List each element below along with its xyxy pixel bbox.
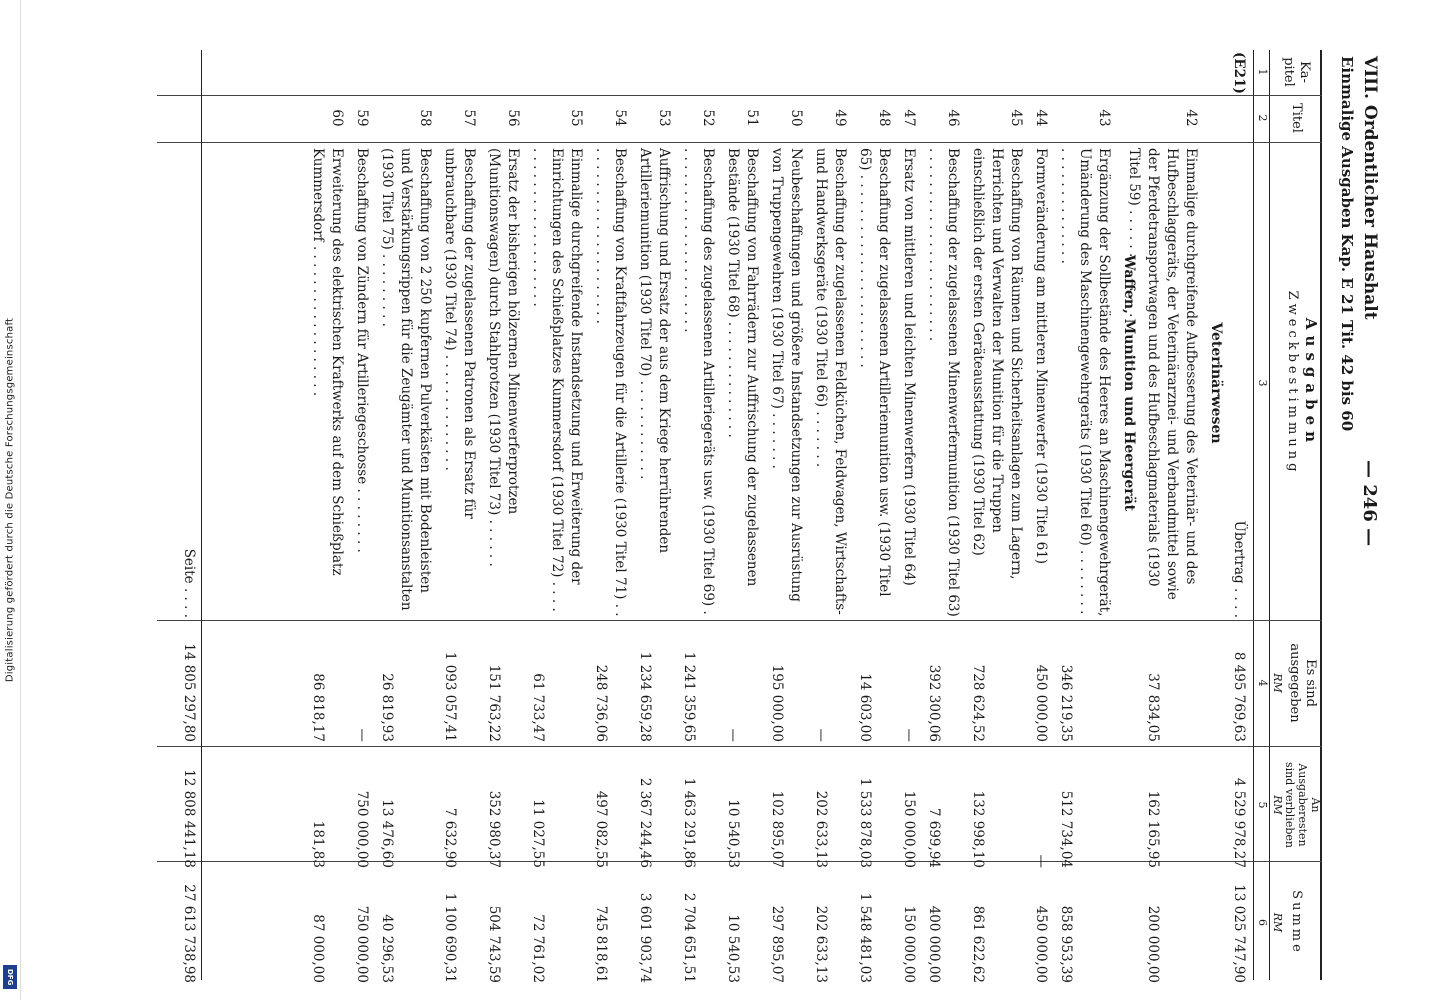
purpose-text: Beschaffung der zugelassenen Minenwerfermunition (1930 Titel 63) . . . . . . . . . . . . . . . . . . . . . . . [926,148,961,617]
ausgegeben-value: 86 818,17 [310,673,326,742]
purpose-text: Ergänzung der Sollbestände des Heeres an Maschinengewehrgerät, Umänderung des Maschinengewehrgeräts (1930 Titel 60) . . . . . . . . . . . . . . . . . . . . . . [1058,148,1112,617]
verblieben-value: 10 540,53 [725,799,741,868]
seite-ausgegeben: 14 805 297,80 [181,643,197,742]
subheader-rule [1253,50,1254,980]
uebertrag-summe: 13 025 747,90 [1231,884,1247,983]
section-subtitle: Einmalige Ausgaben Kap. E 21 Tit. 42 bis 60 [1338,56,1356,432]
purpose-text: Beschaffung der zugelassenen Feldküchen, Feldwagen, Wirtschafts- und Handwerksgeräte (1930 Titel 66) . . . . . . . [813,148,848,615]
seite-verblieben: 12 808 441,18 [181,769,197,868]
uebertrag-verblieben: 4 529 978,27 [1231,777,1247,868]
ausgegeben-value: 195 000,00 [769,664,785,742]
verblieben-value: 13 476,60 [379,799,395,868]
summe-value: 1 548 481,03 [857,892,873,983]
verblieben-value: 102 895,07 [769,790,785,868]
ausgegeben-value: 61 733,47 [530,673,546,742]
titel-header: Titel [1289,103,1304,133]
summe-value: 1 100 690,31 [442,892,458,983]
dfg-logo: DFG [3,965,17,989]
summe-value: 745 818,61 [593,905,609,983]
summe-value: 858 953,39 [1058,905,1074,983]
titel-number: 42 [1183,109,1199,127]
titel-number: 58 [417,109,433,127]
purpose-text: Ersatz von mittleren und leichten Minenwerfern (1930 Titel 64) [901,148,917,586]
titel-number: 56 [505,109,521,127]
ausgegeben-value: 450 000,00 [1033,664,1049,742]
purpose-text: Auffrischung und Ersatz der aus dem Kriege herrührenden Artilleriemunition (1930 Titel 70) . . . . . . . . . . . . [637,148,672,554]
ledger-table [92,50,1322,983]
summe-value: 3 601 903,74 [637,892,653,983]
titel-number: 59 [354,109,370,127]
ausgegeben-value: 248 736,06 [593,664,609,742]
verblieben-value: 7 632,90 [442,807,458,868]
credit-text: Digitalisierung gefördert durch die Deutsche Forschungsgemeinschaft [4,317,16,683]
col-num-3: 3 [1256,379,1269,387]
purpose-text: Neubeschaffungen und größere Instandsetzungen zur Ausrüstung von Truppengewehren (1930 Titel 67) . . . . . . . [769,148,804,602]
ausgegeben-value: 1 093 057,41 [442,651,458,742]
col-num-4: 4 [1256,679,1269,687]
titel-number: 44 [1033,109,1049,127]
titel-number: 46 [945,109,961,127]
titel-number: 52 [700,109,716,127]
purpose-text: Beschaffung von Kraftfahrzeugen für die Artillerie (1930 Titel 71) . . . . . . . . . . . . . . . . . . . . . . . [593,148,628,617]
summe-value: 72 761,02 [530,914,546,983]
summe-header: Summe [1289,890,1304,955]
col-num-1: 1 [1256,68,1269,76]
purpose-text: Beschaffung von Fahrrädern zur Auffrischung der zugelassenen Bestände (1930 Titel 68) . . . . . . . . . . . . . . [725,148,760,587]
currency-label-6: RM [1271,912,1284,933]
summe-value: 750 000,00 [354,905,370,983]
col-rule-3 [157,620,1322,621]
summe-value: 297 895,07 [769,905,785,983]
titel-number: 43 [1096,109,1112,127]
col-rule-1 [157,95,1322,96]
seite-summe: 27 613 738,98 [181,884,197,983]
currency-label-4: RM [1271,673,1284,693]
kapitel-label: (E21) [1231,52,1247,94]
verblieben-value: 1 533 878,03 [857,777,873,868]
ausgegeben-value: 26 819,93 [379,673,395,742]
ausgegeben-value: — [813,728,829,742]
verblieben-value: 7 699,94 [926,807,942,868]
currency-label-5: RM [1271,795,1284,815]
ausgegeben-value: 14 603,00 [857,673,873,742]
col-num-5: 5 [1256,801,1269,809]
titel-number: 49 [832,109,848,127]
verblieben-value: 512 734,04 [1058,790,1074,868]
ausgegeben-value: 1 234 659,28 [637,651,653,742]
purpose-text: Ersatz der bisherigen hölzernen Minenwerferprotzen (Munitionswagen) durch Stahlprotzen (1930 Titel 73) . . . . . . [486,148,521,567]
ausgegeben-value: 728 624,52 [970,664,986,742]
titel-number: 47 [901,109,917,127]
purpose-text: Beschaffung von Räumen und Sicherheitsanlagen zum Lagern, Herrichten und Verwalten der Munition für die Truppen einschließlich der ersten Geräteausstattung (1930 Titel 62) [970,148,1024,580]
summe-value: 861 622,62 [970,905,986,983]
ausgegeben-value: 151 763,22 [486,664,502,742]
col-num-6: 6 [1256,919,1269,926]
purpose-text: Beschaffung der zugelassenen Artilleriemunition usw. (1930 Titel 65) . . . . . . . . . . . . . . . . . . . . . . . [857,148,892,597]
titel-number: 55 [568,109,584,127]
ausgegeben-value: 1 241 359,65 [681,651,697,742]
verblieben-value: — [1033,854,1049,868]
col-rule-2 [157,142,1322,143]
verblieben-value: 1 463 291,86 [681,777,697,868]
zweckbestimmung-header: Zweckbestimmung [1285,290,1300,476]
sidebar [0,0,21,1000]
heading-veterinaer: Veterinärwesen [1208,322,1224,444]
heading-waffen: Waffen, Munition und Heergerät [1121,254,1137,512]
verblieben-value: 11 027,55 [530,799,546,868]
purpose-text: Erweiterung des elektrischen Kraftwerks auf dem Schießplatz Kummersdorf . . . . . . . . . . . . . . . . . . [310,148,345,576]
summe-value: 150 000,00 [901,905,917,983]
summe-value: 202 633,13 [813,905,829,983]
summe-value: 504 743,59 [486,905,502,983]
ausgegeben-value: 392 300,06 [926,664,942,742]
purpose-text: Einmalige durchgreifende Instandsetzung und Erweiterung der Einrichtungen des Schießplatzes Kummersdorf (1930 Titel 72) . . . . . . . . . . . . . . . . . . . . . . . [530,148,584,612]
section-title: VIII. Ordentlicher Haushalt [1360,56,1380,320]
ausgegeben-value: — [901,728,917,742]
page-number: — 246 — [1359,460,1380,547]
summe-value: 10 540,53 [725,914,741,983]
col-rule-4 [157,746,1322,747]
summe-value: 200 000,00 [1145,905,1161,983]
verblieben-value: 150 000,00 [901,790,917,868]
summe-value: 2 704 651,51 [681,892,697,983]
summe-value: 400 000,00 [926,905,942,983]
titel-number: 48 [876,109,892,127]
verblieben-value: 352 980,37 [486,790,502,868]
titel-number: 53 [656,109,672,127]
titel-number: 50 [788,109,804,127]
ausgegeben-value: 37 834,05 [1145,673,1161,742]
summe-value: 40 296,53 [379,914,395,983]
verblieben-value: 162 165,95 [1145,790,1161,868]
ausgegeben-value: — [354,728,370,742]
rotated-document-page [94,50,1384,983]
purpose-text: Beschaffung von Zündern für Artilleriegeschosse . . . . . . . . [354,148,370,553]
titel-number: 45 [1008,109,1024,127]
uebertrag-ausgegeben: 8 495 769,63 [1231,651,1247,742]
summe-value: 450 000,00 [1033,905,1049,983]
verblieben-header: An Ausgaberesten sind verblieben [1282,762,1322,848]
verblieben-value: 2 367 244,46 [637,777,653,868]
purpose-text: Einmalige durchgreifende Aufbesserung des Veterinär- und des Hufbeschlaggeräts, der Veterinärarznei- und Verbandmittel sowie der Pferdetransportwagen und des Hufbeschlagmaterials (1930 Titel 59) . . . . . . . . . . . . . . [1126,148,1199,600]
page-header [1314,50,1384,980]
uebertrag-label: Übertrag . . . . [1231,520,1247,618]
total-rule [201,50,202,980]
seite-label: Seite . . . . [181,548,197,618]
verblieben-value: 181,83 [310,820,326,868]
verblieben-value: 750 000,00 [354,790,370,868]
ausgegeben-header: Es sind ausgegeben [1287,643,1318,723]
ausgegeben-value: 346 219,35 [1058,664,1074,742]
purpose-text: Beschaffung der zugelassenen Patronen als Ersatz für unbrauchbare (1930 Titel 74) . . . . . . . . . . . . . . [442,148,477,519]
purpose-text: Beschaffung von 2 250 kupfernen Pulverkästen mit Bodenleisten und Verstärkungsrippen für die Zeugämter und Munitionsanstalten (1930 Titel 75) . . . . . . . . . [379,148,433,611]
ausgegeben-value: — [725,728,741,742]
purpose-text: Beschaffung des zugelassenen Artilleriegeräts usw. (1930 Titel 69) . . . . . . . . . . . . . . . . . . . . . . . [681,148,716,615]
ausgaben-header: Ausgaben [1302,317,1320,449]
col-num-2: 2 [1256,114,1269,122]
verblieben-value: 202 633,13 [813,790,829,868]
kapitel-header: Ka- pitel [1281,57,1312,87]
summe-value: 87 000,00 [310,914,326,983]
purpose-text: Formveränderung am mittleren Minenwerfer (1930 Titel 61) [1033,148,1049,565]
titel-number: 57 [461,109,477,127]
titel-number: 60 [329,109,345,127]
titel-number: 51 [744,109,760,127]
titel-number: 54 [612,109,628,127]
verblieben-value: 497 082,55 [593,790,609,868]
verblieben-value: 132 998,10 [970,790,986,868]
